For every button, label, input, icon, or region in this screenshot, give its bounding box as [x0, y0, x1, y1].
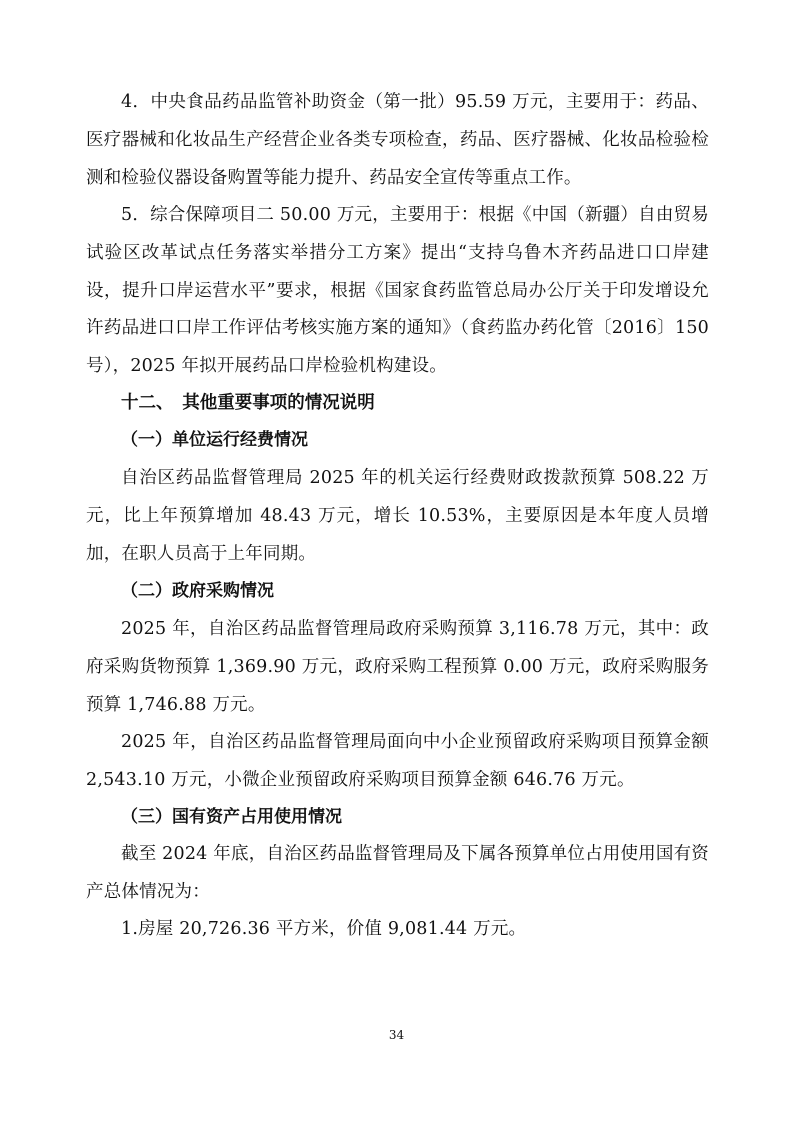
page-number: 34: [388, 1028, 405, 1042]
paragraph-house-assets: 1.房屋 20,726.36 平方米，价值 9,081.44 万元。: [121, 919, 527, 939]
subheading-state-assets: （三）国有资产占用使用情况: [121, 807, 342, 827]
section-heading-12: 十二、 其他重要事项的情况说明: [121, 393, 375, 413]
subheading-government-procurement: （二）政府采购情况: [121, 581, 274, 601]
subheading-running-costs: （一）单位运行经费情况: [121, 430, 308, 450]
paragraph-procurement-sme: 2025 年，自治区药品监督管理局面向中小企业预留政府采购项目预算金额 2,543.10 万元，小微企业预留政府采购项目预算金额 646.76 万元。: [86, 732, 709, 790]
paragraph-item-4: 4．中央食品药品监管补助资金（第一批）95.59 万元，主要用于：药品、医疗器械和化妆品生产经营企业各类专项检查，药品、医疗器械、化妆品检验检测和检验仪器设备购置等能力提升、药品安全宣传等重点工作。: [86, 92, 709, 188]
paragraph-running-costs: 自治区药品监督管理局 2025 年的机关运行经费财政拨款预算 508.22 万元，比上年预算增加 48.43 万元，增长 10.53%，主要原因是本年度人员增加，在职人员高于上年同期。: [86, 468, 709, 564]
paragraph-state-assets: 截至 2024 年底，自治区药品监督管理局及下属各预算单位占用使用国有资产总体情况为：: [86, 844, 709, 902]
paragraph-item-5: 5．综合保障项目二 50.00 万元，主要用于：根据《中国（新疆）自由贸易试验区改革试点任务落实举措分工方案》提出“支持乌鲁木齐药品进口口岸建设，提升口岸运营水平”要求，根据《国家食药监管总局办公厅关于印发增设允许药品进口口岸工作评估考核实施方案的通知》（食药监办药化管〔2016〕150 号），2025 年拟开展药品口岸检验机构建设。: [86, 205, 709, 377]
paragraph-procurement-budget: 2025 年，自治区药品监督管理局政府采购预算 3,116.78 万元，其中：政府采购货物预算 1,369.90 万元，政府采购工程预算 0.00 万元，政府采购服务预算 1,746.88 万元。: [86, 619, 709, 715]
